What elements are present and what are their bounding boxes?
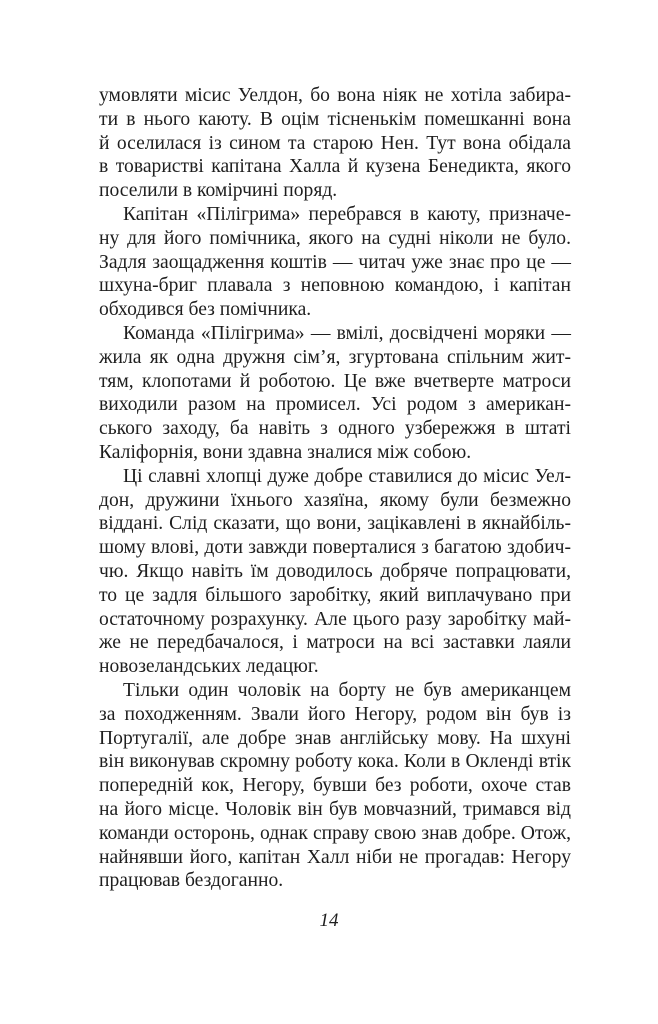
text-line: Португалії, але добре знав англійську мову. На шхуні	[99, 727, 571, 749]
text-line: віддані. Слід сказати, що вони, зацікавлені в якнайбіль-	[99, 513, 571, 535]
text-line: попередній кок, Негору, бувши без роботи, охоче став	[99, 775, 571, 797]
paragraph	[99, 465, 571, 679]
text-line: остаточному розрахунку. Але цього разу заробітку май-	[99, 608, 571, 630]
text-line: жила як одна дружня сім’я, згуртована спільним жит-	[99, 346, 571, 368]
text-line: обходився без помічника.	[99, 299, 312, 321]
text-line: виходили разом на промисел. Усі родом з американ-	[99, 394, 571, 416]
text-line: команди осторонь, однак справу свою знав добре. Отож,	[99, 822, 571, 844]
text-line: ну для його помічника, якого на судні ніколи не було.	[99, 227, 571, 249]
text-line: на його місце. Чоловік він був мовчазний, тримався від	[99, 798, 571, 820]
text-line: тям, клопотами й роботою. Це вже вчетверте матроси	[99, 370, 571, 392]
text-line: й оселилася із сином та старою Нен. Тут вона обідала	[99, 132, 571, 154]
text-line: же не передбачалося, і матроси на всі заставки лаяли	[99, 632, 571, 654]
paragraph	[99, 203, 571, 322]
paragraph	[99, 322, 571, 465]
text-line: чю. Якщо навіть їм доводилось добряче попрацювати,	[99, 560, 571, 582]
text-line: ти в нього каюту. В оцім тісненькім помешканні вона	[99, 108, 571, 130]
text-line: то це задля більшого заробітку, який виплачувано при	[99, 584, 571, 606]
text-line: ського заходу, ба навіть з одного узбережжя в штаті	[99, 418, 571, 440]
text-line: новозеландських ледацюг.	[99, 656, 319, 678]
text-line: поселили в комірчині поряд.	[99, 180, 338, 202]
text-line: в товаристві капітана Халла й кузена Бенедикта, якого	[99, 156, 571, 178]
paragraph	[99, 679, 571, 893]
text-line: умовляти місис Уелдон, бо вона ніяк не хотіла забира-	[99, 85, 571, 106]
text-line: шому влові, доти завжди поверталися з багатою здобич-	[99, 537, 571, 559]
text-line: працював бездоганно.	[99, 870, 284, 892]
text-line: Тільки один чоловік на борту не був американцем	[123, 679, 571, 701]
text-line: Капітан «Пілігрима» перебрався в каюту, призначе-	[123, 203, 571, 225]
text-line: дон, дружини їхнього хазяїна, якому були безмежно	[99, 489, 571, 511]
text-line: Команда «Пілігрима» — вмілі, досвідчені моряки —	[123, 322, 571, 344]
page-body-text	[99, 84, 571, 893]
text-line: Ці славні хлопці дуже добре ставилися до місис Уел-	[123, 465, 571, 487]
text-line: шхуна-бриг плавала з неповною командою, і капітан	[99, 275, 571, 297]
text-line: за походженням. Звали його Негору, родом він був із	[99, 703, 571, 725]
text-line: Задля заощадження коштів — читач уже знає про це —	[99, 251, 571, 273]
text-line: він виконував скромну роботу кока. Коли в Окленді втік	[99, 751, 571, 773]
paragraph	[99, 84, 571, 203]
text-line: Каліфорнія, вони здавна зналися між собою.	[99, 441, 472, 463]
page-number: 14	[319, 910, 339, 931]
text-line: найнявши його, капітан Халл ніби не прогадав: Негору	[99, 846, 571, 868]
